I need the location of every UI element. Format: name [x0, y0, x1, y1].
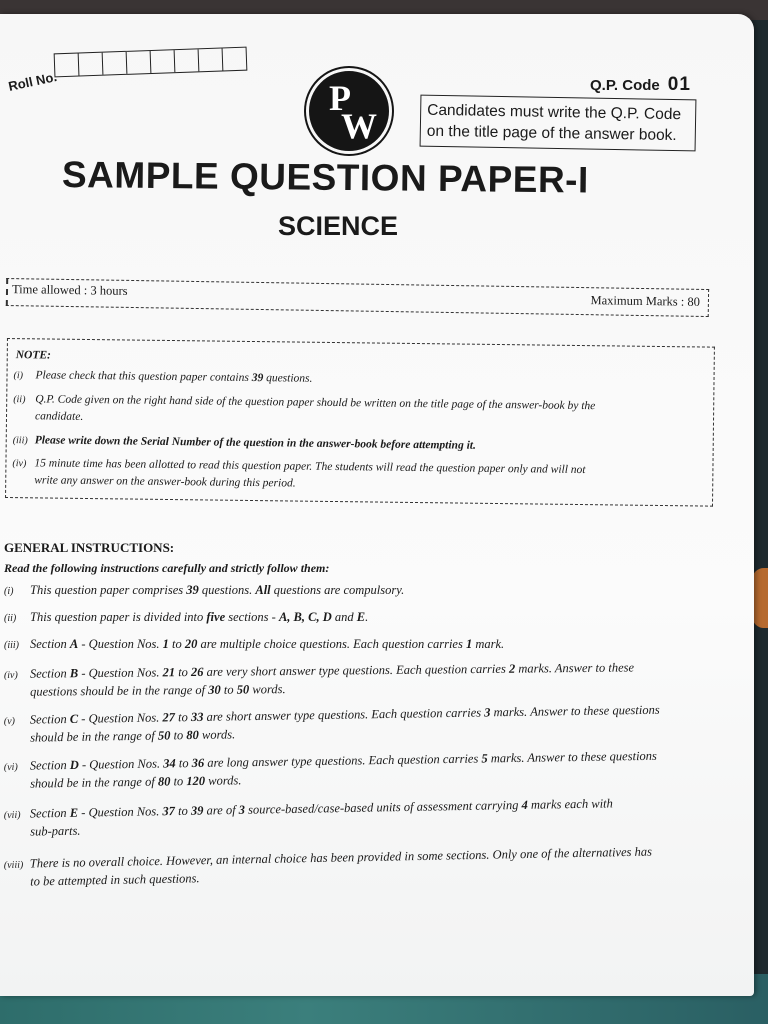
paper-title: SAMPLE QUESTION PAPER-I	[61, 154, 590, 201]
note-box	[5, 338, 715, 507]
instruction-item: (vii) Section E - Question Nos. 37 to 39 are of 3 source-based/case-based units of assessment carrying 4 marks each with sub-parts.	[3, 796, 613, 839]
note-item: (iii) Please write down the Serial Number of the question in the answer-book before attempting it.	[12, 434, 476, 452]
roll-no-label: Roll No.	[6, 69, 59, 94]
time-marks-box	[6, 278, 709, 317]
note-item: (iv) 15 minute time has been allotted to read this question paper. The students will read the question paper only and will not write any answer on the answer-book during this period.	[12, 457, 586, 490]
time-allowed: Time allowed : 3 hours	[11, 282, 128, 298]
note-heading: NOTE:	[15, 349, 51, 362]
general-instructions-heading: GENERAL INSTRUCTIONS:	[4, 540, 175, 555]
roll-no-boxes	[54, 47, 248, 78]
instruction-item: (i) This question paper comprises 39 questions. All questions are compulsory.	[4, 583, 405, 597]
instruction-item: (iv) Section B - Question Nos. 21 to 26 are very short answer type questions. Each question carries 2 marks. Answer to these questions should be in the range of 30 to 50 words.	[3, 660, 635, 699]
thumb	[752, 568, 768, 628]
qp-code-label: Q.P. Code	[590, 77, 660, 94]
subject-title: SCIENCE	[278, 211, 399, 241]
note-item: (ii) Q.P. Code given on the right hand side of the question paper should be written on the title page of the answer-book by the candidate.	[13, 393, 596, 423]
qp-code	[590, 74, 691, 96]
general-instructions-subheading: Read the following instructions carefully and strictly follow them:	[4, 561, 330, 575]
note-item: (i) Please check that this question paper contains 39 questions.	[13, 369, 313, 385]
maximum-marks: Maximum Marks : 80	[590, 293, 701, 309]
instruction-item: (vi) Section D - Question Nos. 34 to 36 are long answer type questions. Each question carries 5 marks. Answer to these questions should be in the range of 80 to 120 words.	[3, 748, 657, 791]
instruction-item: (v) Section C - Question Nos. 27 to 33 are short answer type questions. Each question carries 3 marks. Answer to these questions should be in the range of 50 to 80 words.	[3, 702, 660, 745]
instruction-item: (iii) Section A - Question Nos. 1 to 20 are multiple choice questions. Each question carries 1 mark.	[4, 637, 505, 651]
question-paper-page	[0, 14, 754, 996]
pw-logo: P W	[306, 68, 392, 154]
instruction-item: (ii) This question paper is divided into five sections - A, B, C, D and E.	[4, 610, 369, 624]
qp-code-notice: Candidates must write the Q.P. Code on the title page of the answer book.	[420, 95, 697, 152]
qp-code-value: 01	[667, 74, 691, 95]
instruction-item: (viii) There is no overall choice. However, an internal choice has been provided in some sections. Only one of the alternatives has to be attempted in such questions.	[3, 844, 653, 889]
